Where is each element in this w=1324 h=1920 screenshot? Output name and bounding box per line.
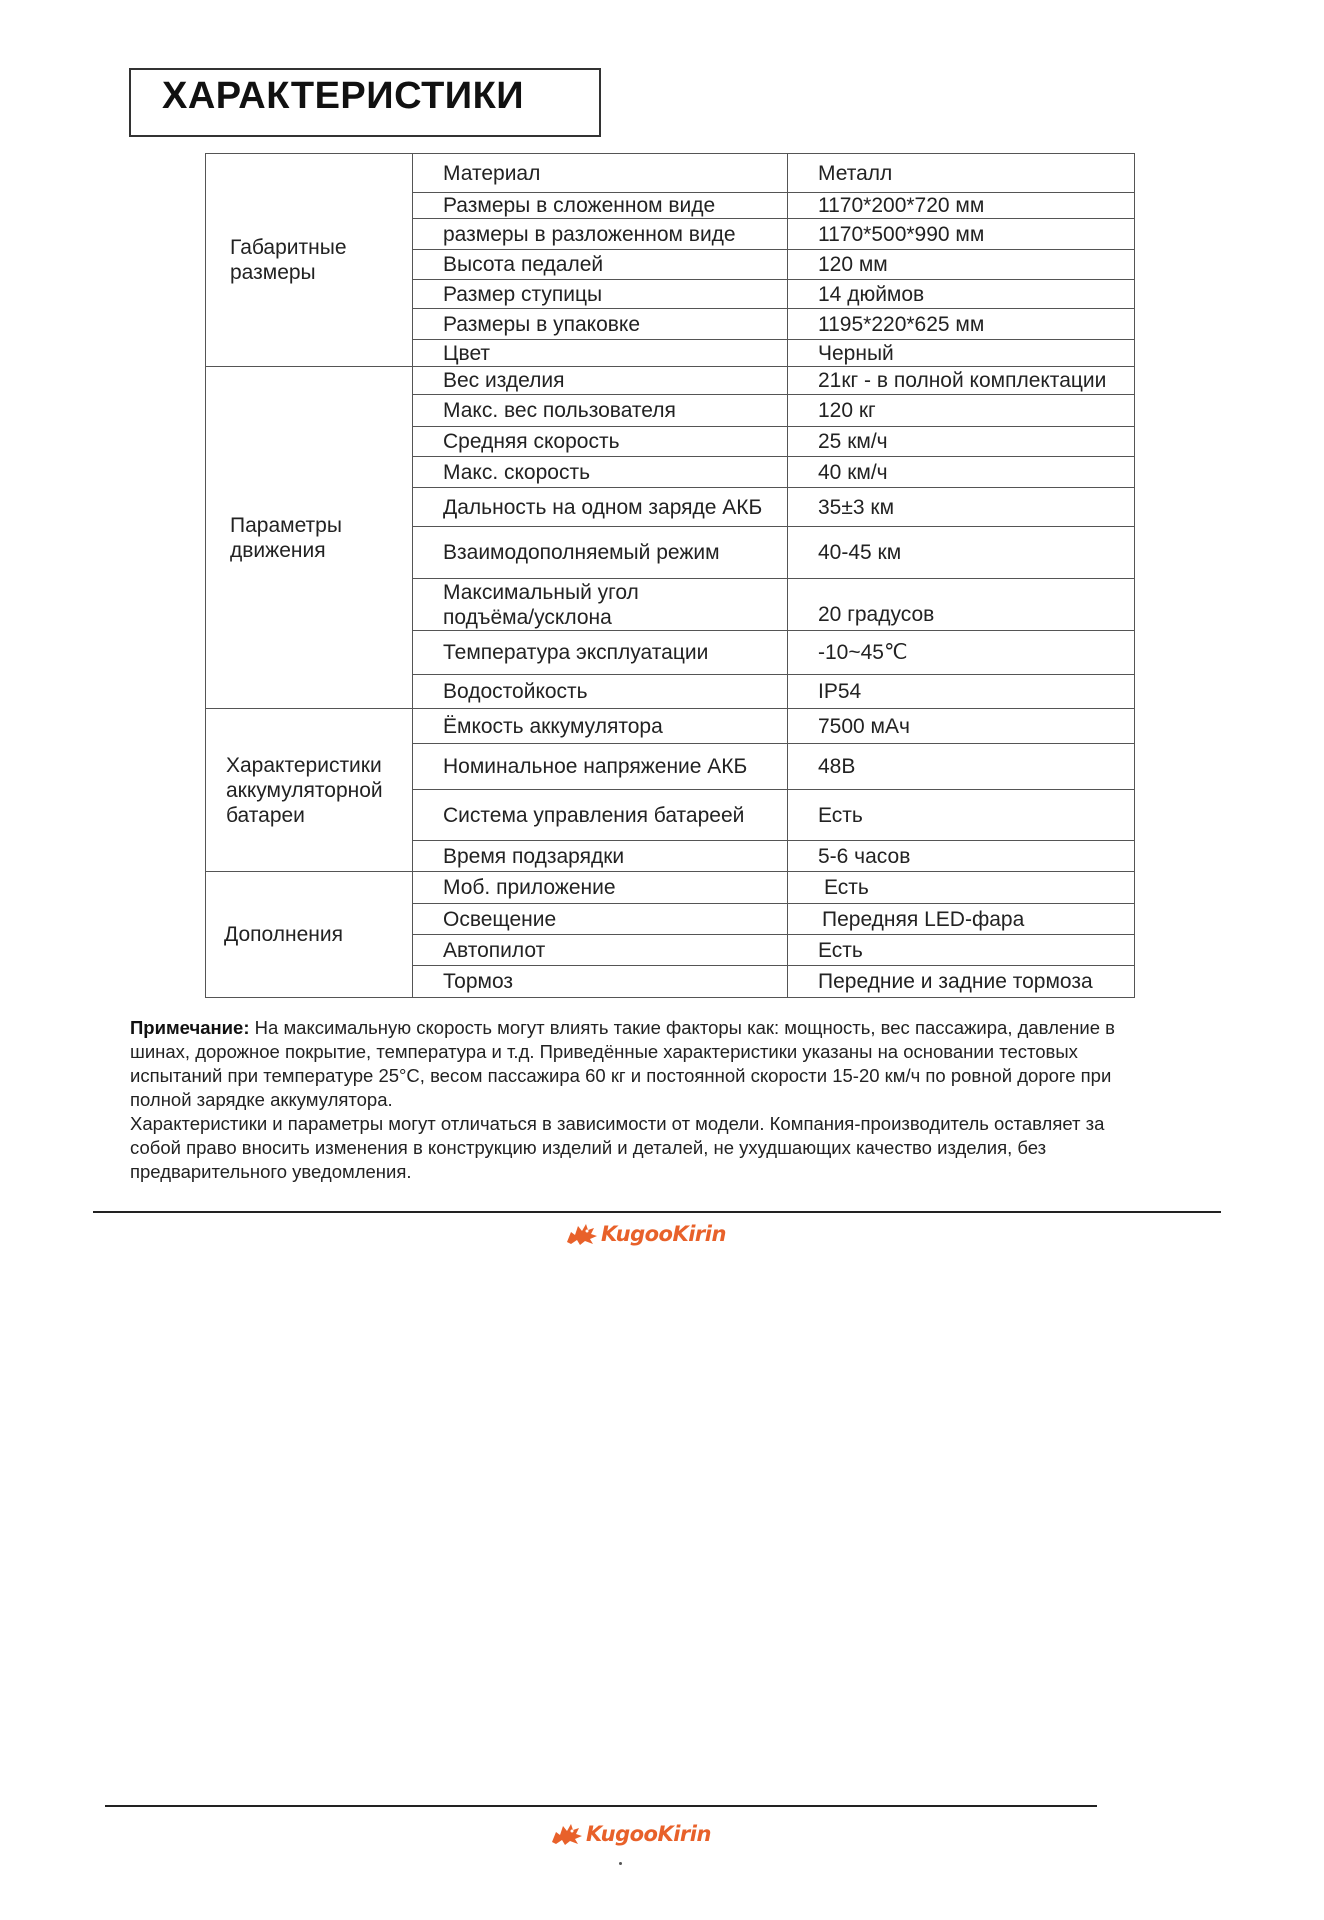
- section-name: Параметры движения: [206, 367, 413, 709]
- param-cell: Система управления батареей: [413, 790, 788, 841]
- divider: [93, 1211, 1221, 1213]
- param-cell: Макс. скорость: [413, 457, 788, 488]
- value-cell: 40-45 км: [788, 527, 1135, 579]
- value-cell: -10~45℃: [788, 631, 1135, 675]
- value-cell: Передняя LED-фара: [788, 904, 1135, 935]
- param-cell: Дальность на одном заряде АКБ: [413, 488, 788, 527]
- param-cell: Автопилот: [413, 935, 788, 966]
- param-cell: Тормоз: [413, 966, 788, 998]
- value-cell: 48В: [788, 744, 1135, 790]
- table-row: [206, 872, 1135, 904]
- value-cell: 5-6 часов: [788, 841, 1135, 872]
- note-text: На максимальную скорость могут влиять такие факторы как: мощность, вес пассажира, давление в шинах, дорожное покрытие, температура и т.д. Приведённые характеристики указаны на основании тестовых испытаний при температуре 25°C, весом пассажира 60 кг и постоянной скорости 15-20 км/ч по ровной дороге при полной зарядке аккумулятора.: [130, 1017, 1115, 1110]
- dragon-icon: [550, 1822, 584, 1846]
- param-cell: Высота педалей: [413, 250, 788, 280]
- param-cell: Максимальный угол подъёма/усклона: [413, 579, 788, 631]
- param-cell: Размер ступицы: [413, 280, 788, 309]
- value-cell: 25 км/ч: [788, 427, 1135, 457]
- param-cell: Время подзарядки: [413, 841, 788, 872]
- brand-name: KugooKirin: [586, 1822, 711, 1846]
- param-cell: Номинальное напряжение АКБ: [413, 744, 788, 790]
- param-cell: Моб. приложение: [413, 872, 788, 904]
- value-cell: 7500 мАч: [788, 709, 1135, 744]
- param-cell: Размеры в сложенном виде: [413, 193, 788, 219]
- value-cell: 120 мм: [788, 250, 1135, 280]
- table-row: [206, 154, 1135, 193]
- value-cell: Есть: [788, 790, 1135, 841]
- value-cell: 1170*500*990 мм: [788, 219, 1135, 250]
- param-cell: Вес изделия: [413, 367, 788, 395]
- dragon-icon: [565, 1222, 599, 1246]
- value-cell: 1170*200*720 мм: [788, 193, 1135, 219]
- param-cell: Средняя скорость: [413, 427, 788, 457]
- param-cell: Размеры в упаковке: [413, 309, 788, 340]
- param-cell: Цвет: [413, 340, 788, 367]
- param-cell: размеры в разложенном виде: [413, 219, 788, 250]
- value-cell: 14 дюймов: [788, 280, 1135, 309]
- note-second-paragraph: Характеристики и параметры могут отличаться в зависимости от модели. Компания-производитель оставляет за собой право вносить изменения в конструкцию изделий и деталей, не ухудшающих качество изделия, без предварительного уведомления.: [130, 1113, 1105, 1182]
- param-cell: Макс. вес пользователя: [413, 395, 788, 427]
- value-cell: 20 градусов: [788, 579, 1135, 631]
- value-cell: IP54: [788, 675, 1135, 709]
- value-cell: 1195*220*625 мм: [788, 309, 1135, 340]
- param-cell: Освещение: [413, 904, 788, 935]
- brand-name: KugooKirin: [601, 1222, 726, 1246]
- section-name: Характеристики аккумуляторной батареи: [206, 709, 413, 872]
- note-label: Примечание:: [130, 1017, 250, 1038]
- value-cell: 21кг - в полной комплектации: [788, 367, 1135, 395]
- value-cell: Есть: [788, 935, 1135, 966]
- value-cell: 40 км/ч: [788, 457, 1135, 488]
- footer-mark: [619, 1862, 622, 1865]
- table-row: [206, 709, 1135, 744]
- note-first-paragraph: [130, 1016, 1150, 1112]
- param-cell: Водостойкость: [413, 675, 788, 709]
- brand-logo: [550, 1822, 711, 1846]
- value-cell: 120 кг: [788, 395, 1135, 427]
- table-row: [206, 367, 1135, 395]
- param-cell: Взаимодополняемый режим: [413, 527, 788, 579]
- note-paragraph: [130, 1016, 1150, 1184]
- brand-logo: [565, 1222, 726, 1246]
- title-box: [129, 68, 601, 137]
- value-cell: Черный: [788, 340, 1135, 367]
- value-cell: Есть: [788, 872, 1135, 904]
- divider: [105, 1805, 1097, 1807]
- value-cell: 35±3 км: [788, 488, 1135, 527]
- section-name: Габаритные размеры: [206, 154, 413, 367]
- param-cell: Температура эксплуатации: [413, 631, 788, 675]
- param-cell: Ёмкость аккумулятора: [413, 709, 788, 744]
- page-title: ХАРАКТЕРИСТИКИ: [162, 75, 525, 117]
- value-cell: Передние и задние тормоза: [788, 966, 1135, 998]
- section-name: Дополнения: [206, 872, 413, 998]
- spec-table: [205, 153, 1135, 998]
- value-cell: Металл: [788, 154, 1135, 193]
- param-cell: Материал: [413, 154, 788, 193]
